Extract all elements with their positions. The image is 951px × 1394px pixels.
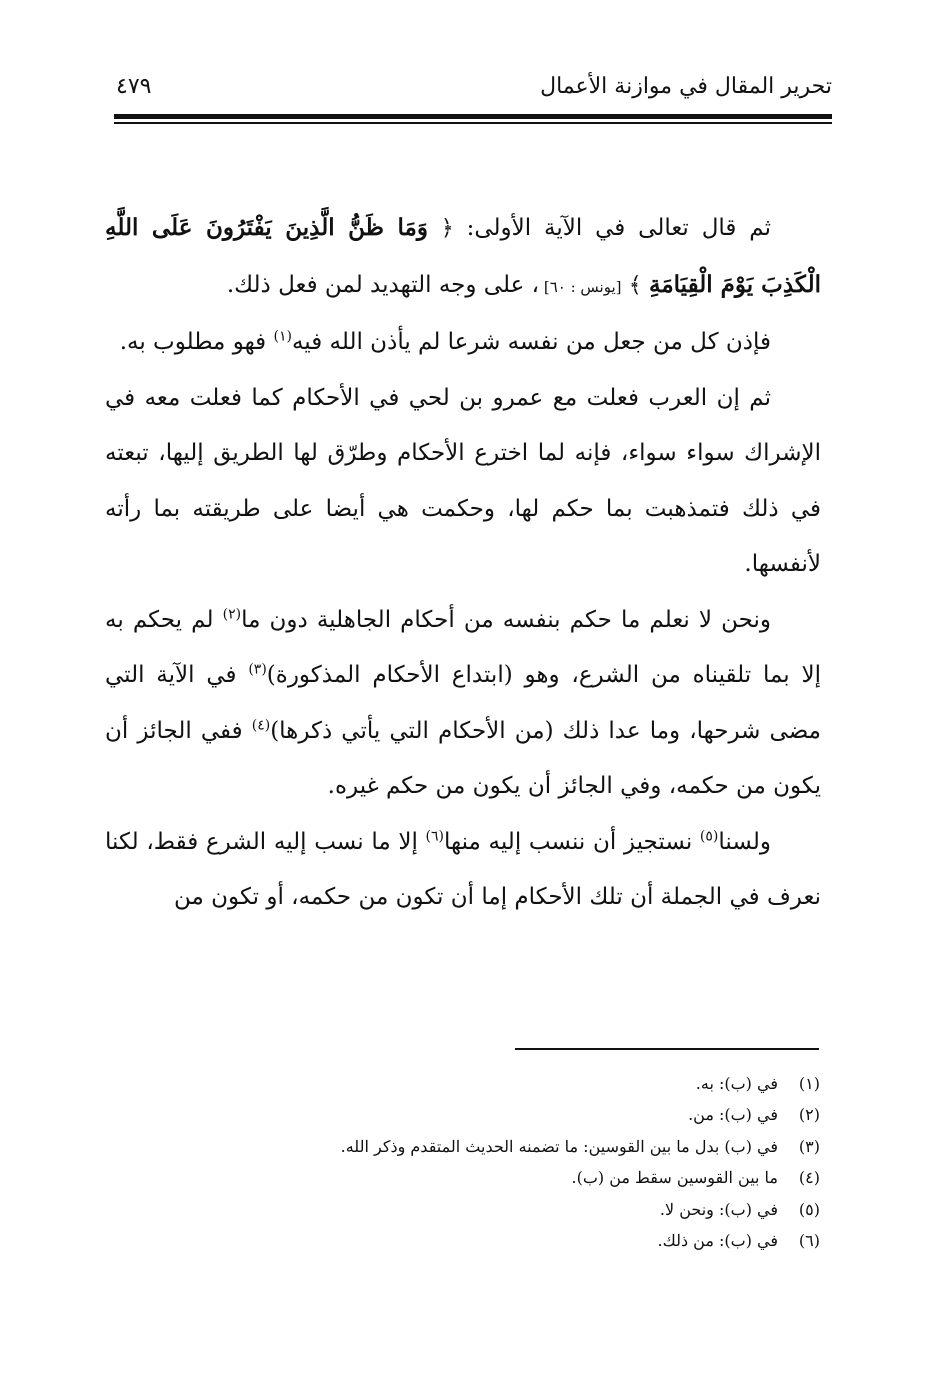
footnote-marker-2[interactable]: (٢): [222, 605, 242, 622]
main-text: [105, 200, 821, 926]
footnote-marker-5[interactable]: (٥): [699, 827, 719, 844]
footnote-3: [260, 1131, 820, 1162]
footnote-separator: [515, 1048, 819, 1050]
paragraph-3: ثم إن العرب فعلت مع عمرو بن لحي في الأحكام كما فعلت معه في الإشراك سواء سواء، فإنه لما اخترع الأحكام وطرّق لها الطريق إليها، تبعته في ذلك فتمذهبت بما حكم لها، وحكمت هي أيضا على طريقته بما رأته لأنفسها.: [105, 384, 821, 577]
quran-verse: وَمَا ظَنُّ الَّذِينَ يَفْتَرُونَ عَلَى اللَّهِ الْكَذِبَ يَوْمَ الْقِيَامَةِ: [105, 214, 821, 298]
p4-text-a: ونحن لا نعلم ما حكم بنفسه من أحكام الجاهلية دون ما: [241, 606, 771, 633]
header-rule-thick: [114, 114, 832, 119]
footnote-text: في (ب): من.: [688, 1105, 778, 1125]
p1-lead: ثم قال تعالى في الآية الأولى:: [453, 215, 771, 241]
p4-text-b: لم يحكم به إلا بما تلقيناه من الشرع، وهو (ابتداع الأحكام المذكورة): [105, 606, 821, 688]
footnote-text: في (ب): ونحن لا.: [659, 1199, 778, 1219]
paragraph-4: [105, 593, 821, 815]
footnote-5: [260, 1194, 820, 1225]
quran-bracket-open: ﴿: [440, 216, 454, 241]
paragraph-1: [105, 200, 821, 315]
footnote-marker-6[interactable]: (٦): [425, 827, 444, 844]
p4-text-c: في الآية التي مضى شرحها، وما عدا ذلك (من الأحكام التي يأتي ذكرها): [105, 662, 821, 744]
footnote-number: (٢): [798, 1105, 820, 1125]
footnote-text: في (ب): به.: [695, 1074, 778, 1093]
verse-reference: [يونس : ٦٠]: [539, 277, 622, 296]
footnote-text: في (ب): من ذلك.: [657, 1231, 778, 1251]
p4-text-d: ففي الجائز أن يكون من حكمه، وفي الجائز أن يكون من حكم غيره.: [105, 717, 821, 799]
p2-text-a: فإذن كل من جعل من نفسه شرعا لم يأذن الله فيه: [291, 329, 771, 355]
running-header: [110, 70, 832, 110]
p5-text-c: إلا ما نسب إليه الشرع فقط، لكنا نعرف في الجملة أن تلك الأحكام إما أن تكون من حكمه، أو تكون من: [105, 828, 821, 910]
footnote-marker-1[interactable]: (١): [273, 328, 292, 345]
page-number: ٤٧٩: [116, 74, 152, 99]
p2-text-b: فهو مطلوب به.: [119, 329, 274, 355]
footnote-4: [260, 1162, 820, 1193]
footnote-number: (٥): [798, 1199, 820, 1219]
p5-text-a: ولسنا: [718, 828, 771, 855]
footnote-6: [260, 1225, 820, 1256]
header-rule-thin: [114, 122, 832, 124]
quran-bracket-close: ﴾: [628, 272, 642, 298]
footnote-number: (٤): [798, 1168, 820, 1188]
footnote-text: ما بين القوسين سقط من (ب).: [571, 1168, 778, 1188]
footnote-number: (١): [798, 1074, 820, 1093]
paragraph-2: [105, 315, 821, 371]
footnotes: [260, 1068, 820, 1256]
footnote-marker-4[interactable]: (٤): [251, 716, 271, 733]
footnote-text: في (ب) بدل ما بين القوسين: ما تضمنه الحديث المتقدم وذكر الله.: [340, 1136, 778, 1156]
paragraph-5: [105, 815, 821, 926]
footnote-number: (٦): [798, 1231, 820, 1251]
footnote-number: (٣): [798, 1136, 820, 1156]
footnote-1: [260, 1068, 820, 1099]
footnote-marker-3[interactable]: (٣): [248, 661, 267, 678]
book-title: تحرير المقال في موازنة الأعمال: [540, 74, 832, 99]
p1-tail: ، على وجه التهديد لمن فعل ذلك.: [226, 271, 540, 298]
footnote-2: [260, 1099, 820, 1130]
p5-text-b: نستجيز أن ننسب إليه منها: [444, 828, 700, 855]
